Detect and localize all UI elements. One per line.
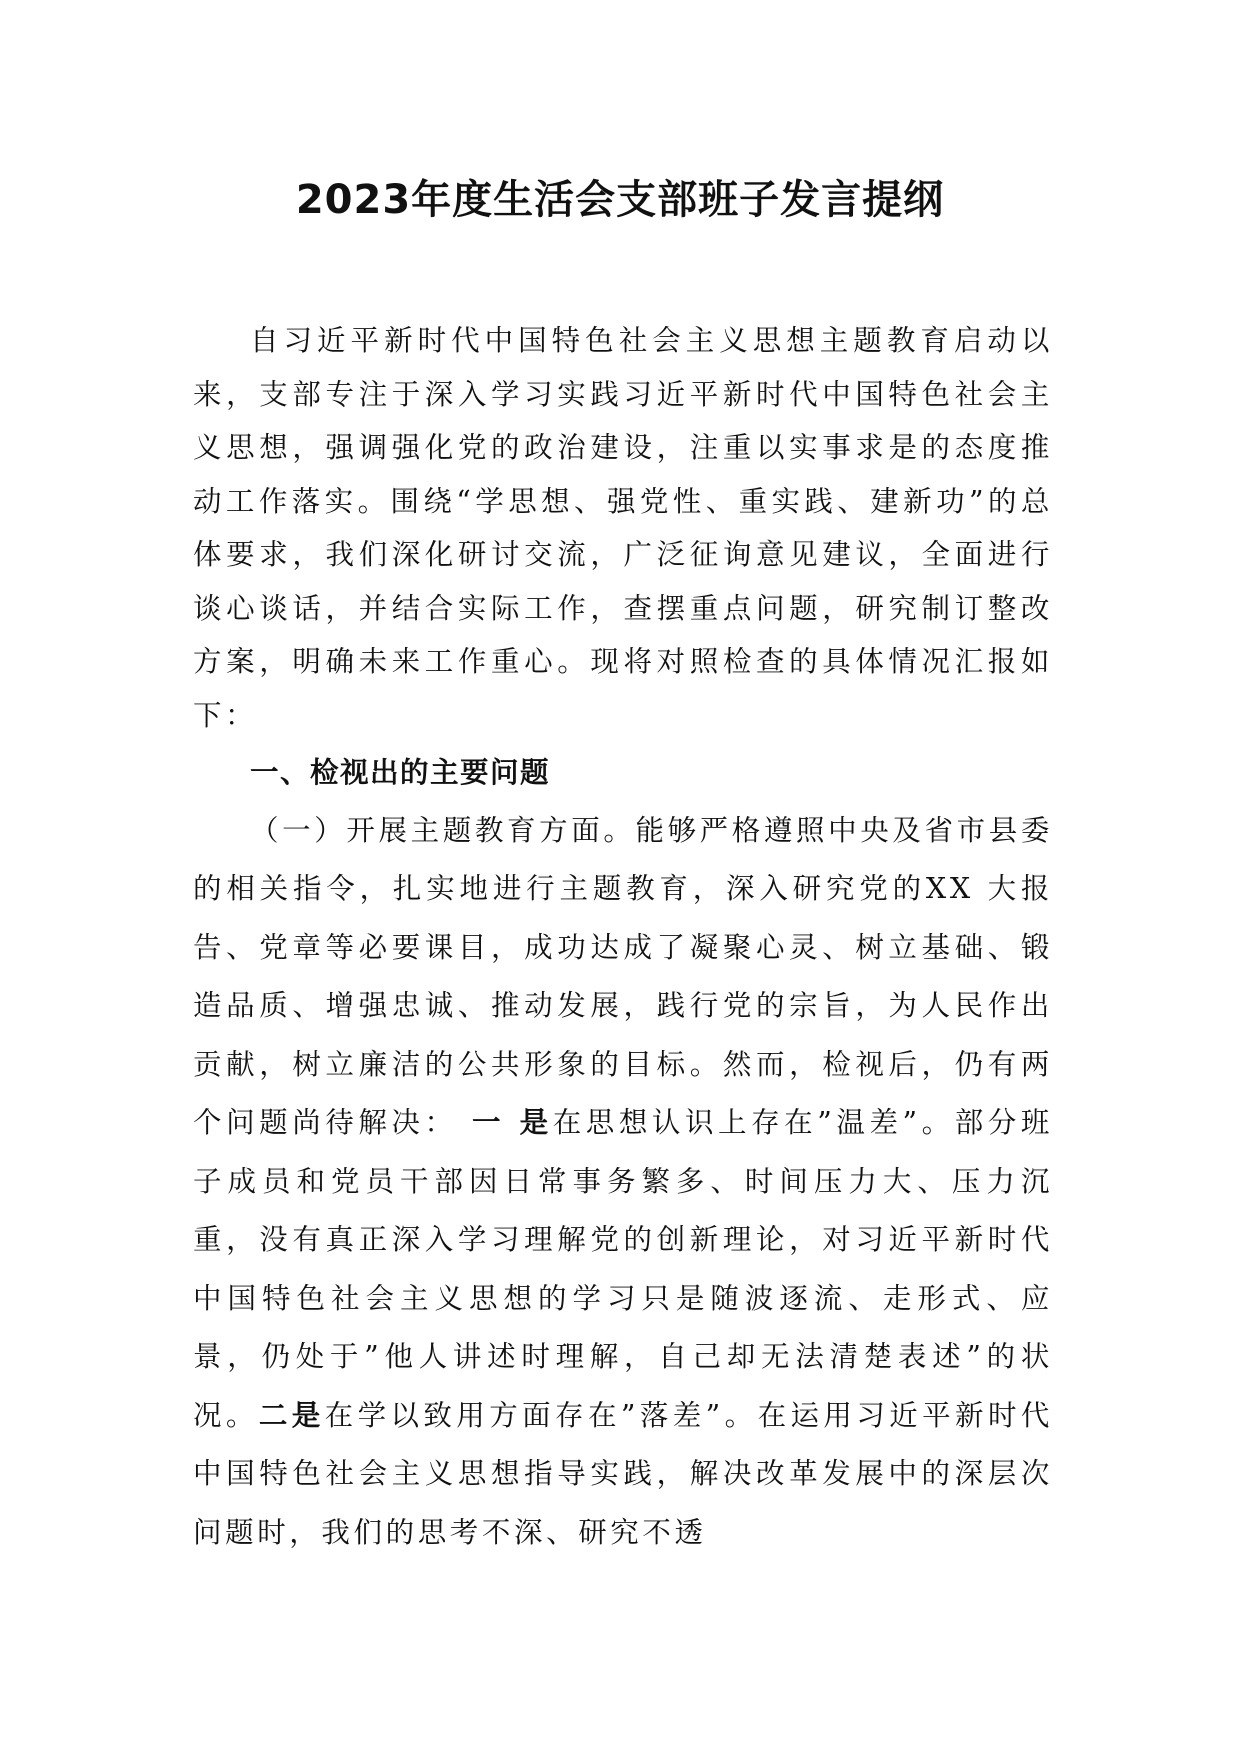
topic-education-paragraph: [193, 802, 1053, 1563]
document-body: [193, 314, 1053, 1562]
paragraph-text: 在思想认识上存在”温差”。部分班子成员和党员干部因日常事务繁多、时间压力大、压力沉重，没有真正深入学习理解党的创新理论，对习近平新时代中国特色社会主义思想的学习只是随波逐流、走形式、应景，仍处于”他人讲述时理解，自己却无法清楚表述”的状况。: [193, 1106, 1053, 1432]
document-title: 2023年度生活会支部班子发言提纲: [295, 177, 945, 223]
intro-paragraph: 自习近平新时代中国特色社会主义思想主题教育启动以来，支部专注于深入学习实践习近平新时代中国特色社会主义思想，强调强化党的政治建设，注重以实事求是的态度推动工作落实。围绕“学思想、强党性、重实践、建新功”的总体要求，我们深化研讨交流，广泛征询意见建议，全面进行谈心谈话，并结合实际工作，查摆重点问题，研究制订整改方案，明确未来工作重心。现将对照检查的具体情况汇报如下：: [193, 324, 1053, 732]
paragraph-text: （一）开展主题教育方面。能够严格遵照中央及省市县委的相关指令，扎实地进行主题教育，深入研究党的XX 大报告、党章等必要课目，成功达成了凝聚心灵、树立基础、锻造品质、增强忠诚、推动发展，践行党的宗旨，为人民作出贡献，树立廉洁的公共形象的目标。然而，检视后，仍有两个问题尚待解决：: [193, 813, 1053, 1139]
section-heading: 一、检视出的主要问题: [250, 756, 551, 789]
paragraph-text: 在学以致用方面存在”落差”。在运用习近平新时代中国特色社会主义思想指导实践，解决改革发展中的深层次问题时，我们的思考不深、研究不透: [193, 1398, 1053, 1549]
point-two-label: 二是: [258, 1398, 325, 1432]
point-one-label: 一 是: [457, 1106, 553, 1139]
